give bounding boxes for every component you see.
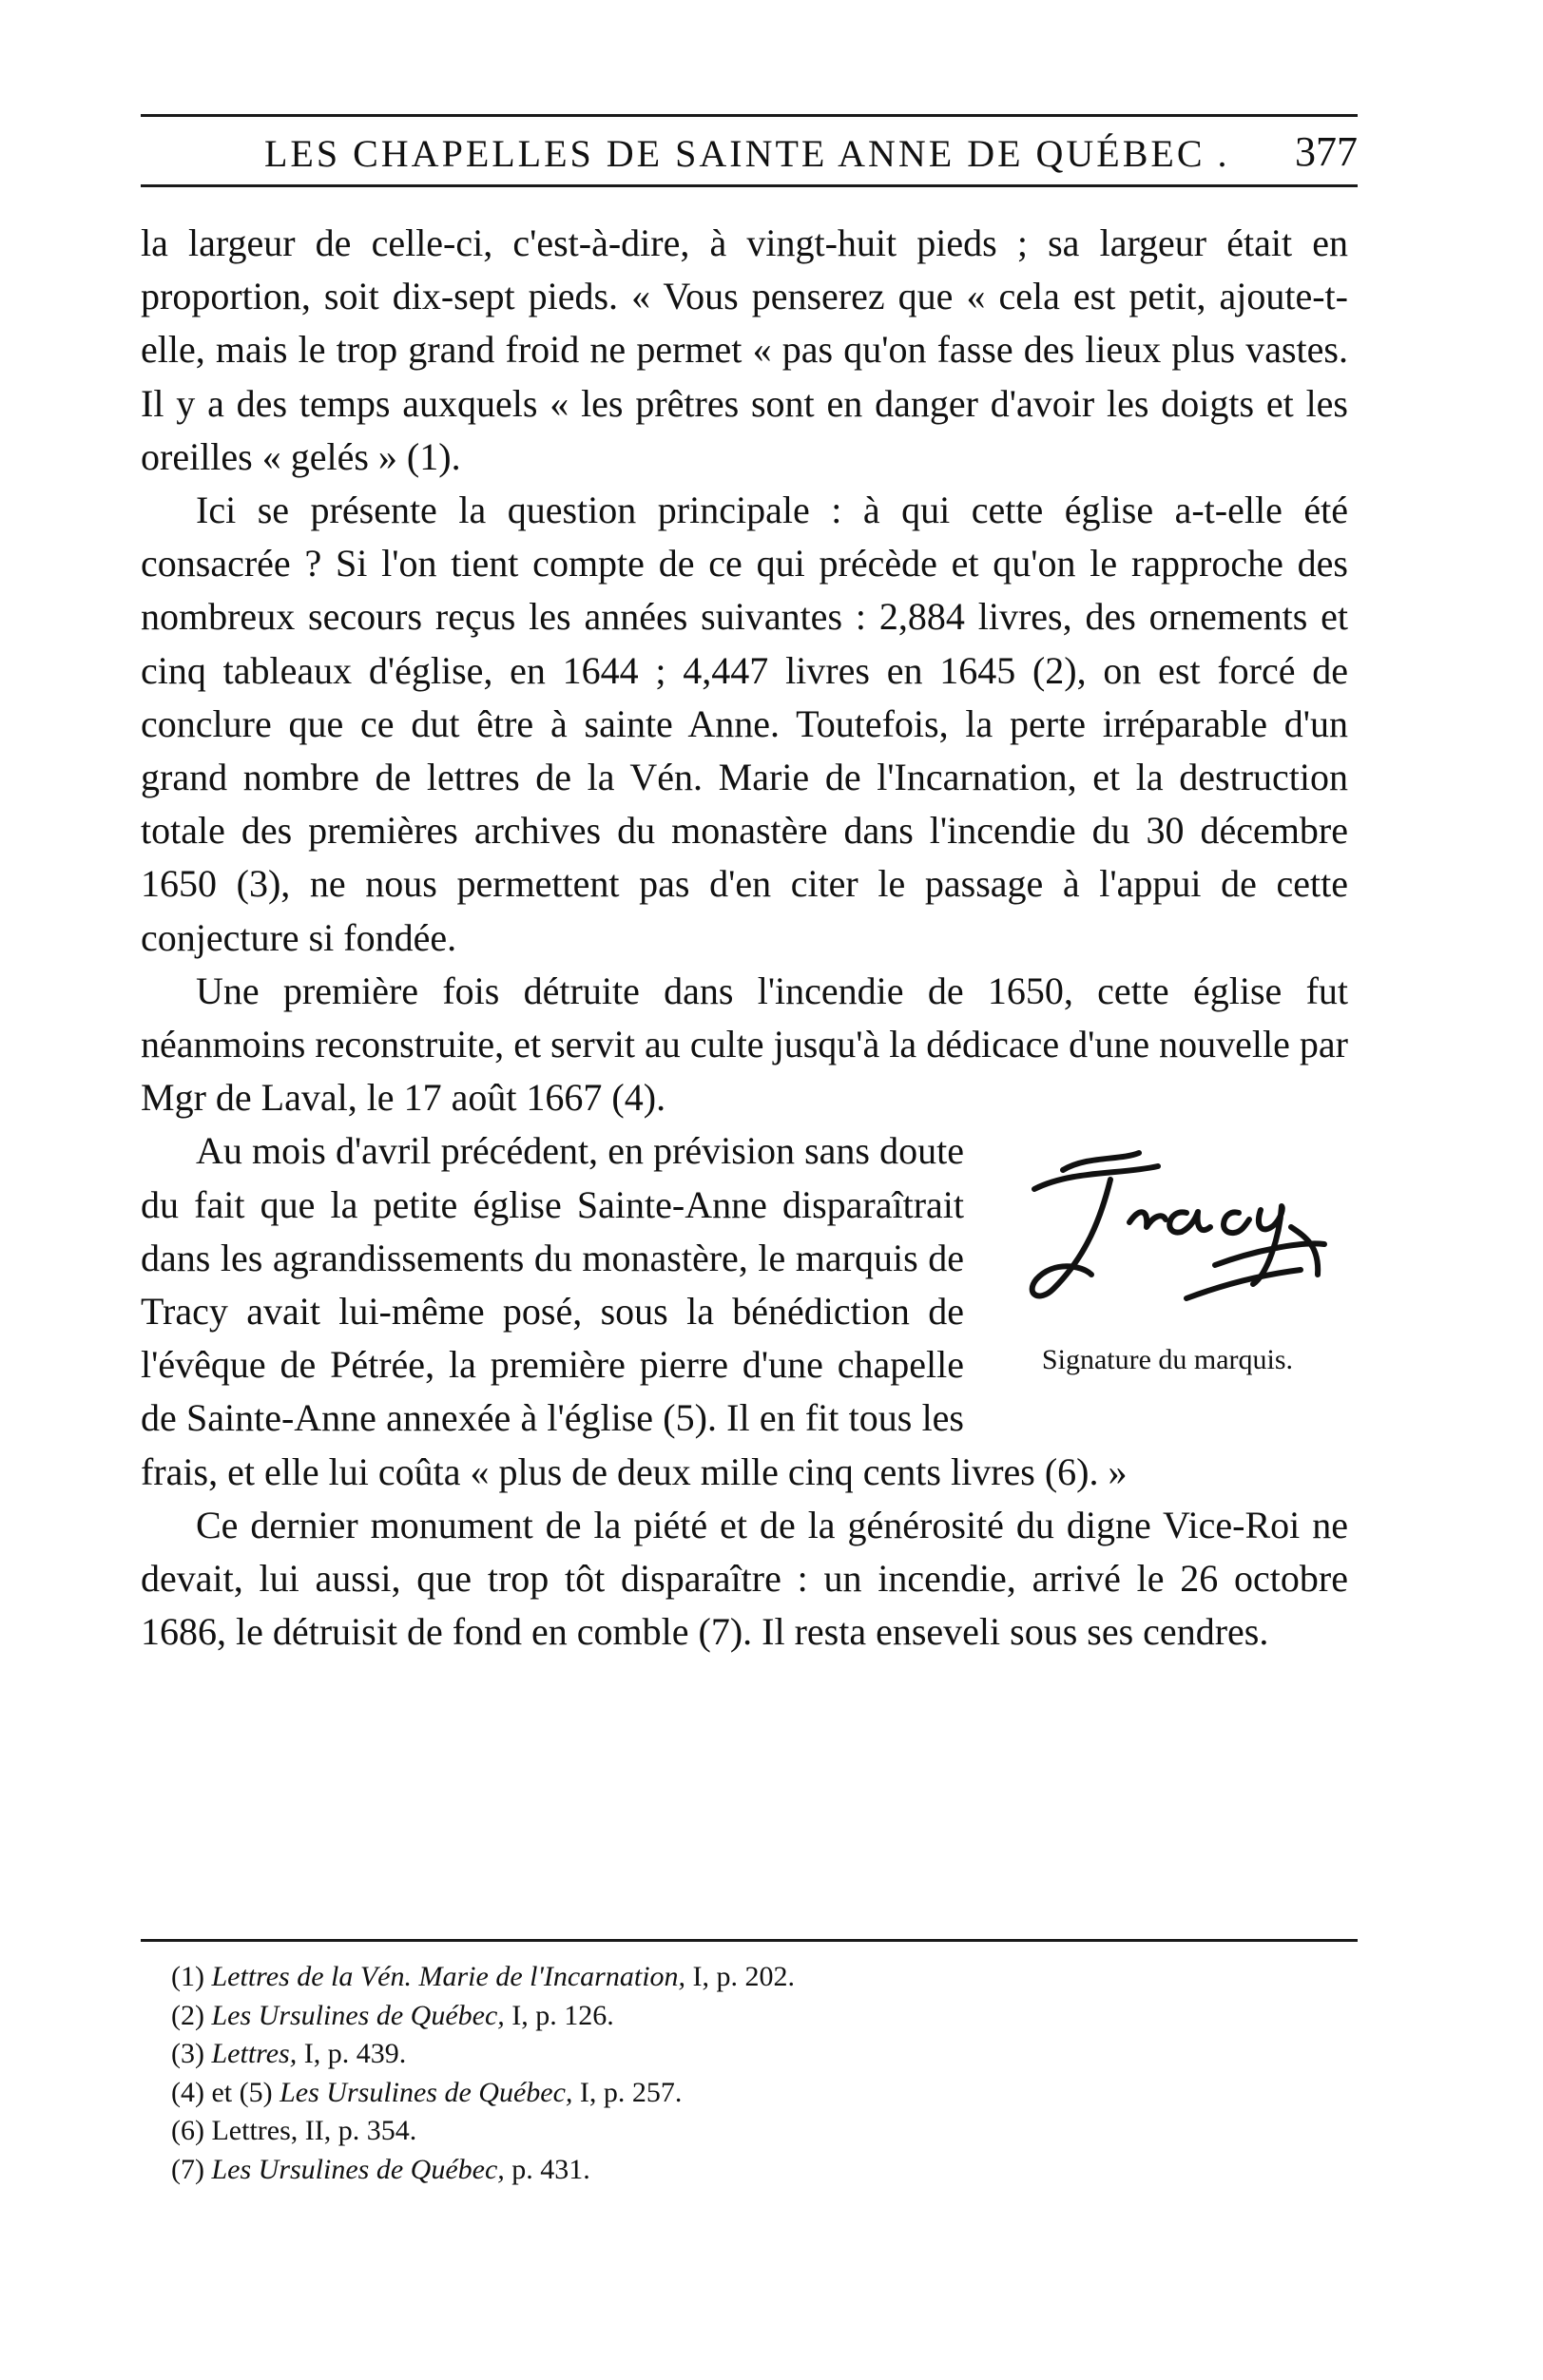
footnote-number: (4) et (5) (171, 2076, 273, 2108)
paragraph-4: Au mois d'avril précédent, en prévision sans doute du fait que la petite église Sainte-Anne disparaîtrait dans les agrandissements du monastère, le marquis de Tracy avait lui-même posé, sous la bénédiction de l'évêque de Pétrée, la première pierre d'une chapelle de Sainte-Anne annexée à l'église (5). Il en fit tous les frais, et elle lui coûta « plus de deux mille cinq cents livres (6). » (141, 1129, 1128, 1493)
footnote-separator (141, 1939, 1358, 1942)
header-bottom-rule (141, 184, 1358, 187)
figure-caption: Signature du marquis. (1041, 1344, 1294, 1376)
header-top-rule (141, 114, 1358, 117)
footnote-reference: I, p. 126. (511, 1999, 614, 2031)
body-text (141, 217, 1348, 1659)
footnote-item (171, 2112, 1312, 2151)
paragraph-1: la largeur de celle-ci, c'est-à-dire, à vingt-huit pieds ; sa largeur était en proportion, soit dix-sept pieds. « Vous penserez que « cela est petit, ajoute-t-elle, mais le trop grand froid ne permet « pas qu'on fasse des lieux plus vastes. Il y a des temps auxquels « les prêtres sont en danger d'avoir les doigts et les oreilles « gelés » (1). (141, 221, 1348, 478)
footnote-item (171, 2074, 1312, 2113)
footnote-reference: I, p. 257. (579, 2076, 683, 2108)
signature-text (987, 1132, 989, 1185)
footnote-reference: I, p. 202. (692, 1961, 796, 1992)
footnote-number: (3) (171, 2038, 204, 2069)
footnote-title: Les Ursulines de Québec, (280, 2076, 573, 2108)
footnote-item (171, 1958, 1312, 1997)
footnote-number: (2) (171, 1999, 204, 2031)
tracy-signature-image (996, 1132, 1339, 1332)
footnote-title: Lettres de la Vén. Marie de l'Incarnation, (211, 1961, 686, 1992)
footnote-title: Les Ursulines de Québec, (211, 1999, 505, 2031)
signature-figure (987, 1132, 1348, 1408)
page-header (141, 125, 1358, 179)
footnote-item (171, 1997, 1312, 2036)
footnote-reference: Lettres, II, p. 354. (211, 2115, 417, 2146)
footnotes-list (171, 1958, 1312, 2189)
footnote-number: (6) (171, 2115, 204, 2146)
page-number: 377 (1295, 128, 1358, 175)
paragraph-3: Une première fois détruite dans l'incendie de 1650, cette église fut néanmoins reconstruite, et servit au culte jusqu'à la dédicace d'une nouvelle par Mgr de Laval, le 17 août 1667 (4). (141, 969, 1348, 1120)
footnote-item (171, 2151, 1312, 2190)
footnote-number: (7) (171, 2153, 204, 2185)
footnote-reference: p. 431. (511, 2153, 590, 2185)
footnote-item (171, 2035, 1312, 2074)
footnote-title: Les Ursulines de Québec, (211, 2153, 505, 2185)
footnote-title: Lettres, (211, 2038, 298, 2069)
paragraph-2: Ici se présente la question principale : à qui cette église a-t-elle été consacrée ? Si l'on tient compte de ce qui précède et qu'on le rapproche des nombreux secours reçus les années suivantes : 2,884 livres, des ornements et cinq tableaux d'église, en 1644 ; 4,447 livres en 1645 (2), on est forcé de conclure que ce dut être à sainte Anne. Toutefois, la perte irréparable d'un grand nombre de lettres de la Vén. Marie de l'Incarnation, et la destruction totale des premières archives du monastère dans l'incendie du 30 décembre 1650 (3), ne nous permettent pas d'en citer le passage à l'appui de cette conjecture si fondée. (141, 489, 1348, 959)
footnote-reference: I, p. 439. (303, 2038, 407, 2069)
footnote-number: (1) (171, 1961, 204, 1992)
paragraph-5: Ce dernier monument de la piété et de la générosité du digne Vice-Roi ne devait, lui aussi, que trop tôt disparaître : un incendie, arrivé le 26 octobre 1686, le détruisit de fond en comble (7). Il resta enseveli sous ses cendres. (141, 1503, 1348, 1654)
running-title: LES CHAPELLES DE SAINTE ANNE DE QUÉBEC . (264, 132, 1230, 175)
